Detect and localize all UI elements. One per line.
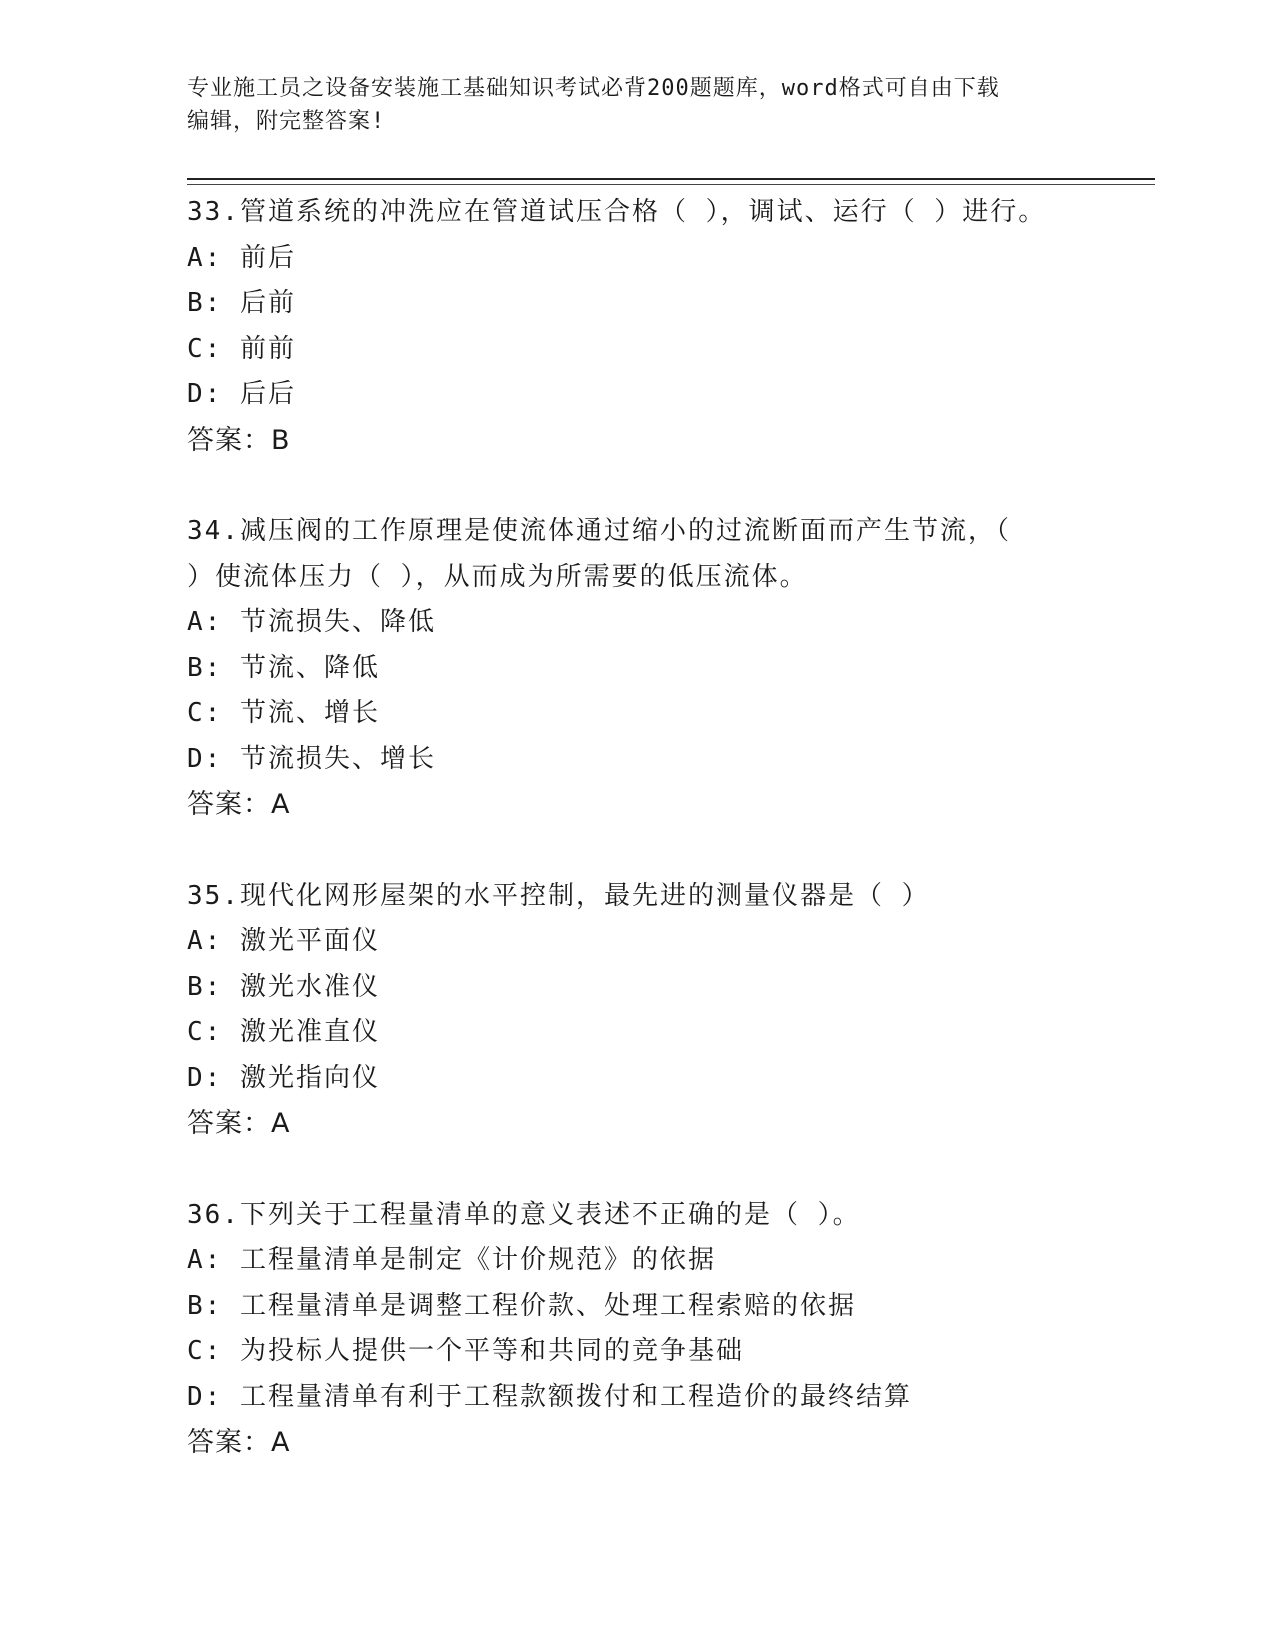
answer: 答案：B	[187, 424, 291, 456]
question-stem: 36.下列关于工程量清单的意义表述不正确的是（ ）。	[187, 1199, 861, 1230]
option-d: D: 激光指向仪	[187, 1062, 380, 1093]
header-line-1: 专业施工员之设备安装施工基础知识考试必背200题题库，word格式可自由下载	[187, 76, 1000, 101]
document-header	[187, 72, 1067, 138]
header-divider-thin	[187, 184, 1155, 185]
option-a: A: 激光平面仪	[187, 926, 380, 956]
option-a: A: 前后	[187, 242, 296, 273]
header-line-2: 编辑，附完整答案!	[187, 109, 386, 134]
question-35	[187, 874, 1147, 1147]
option-d: D: 工程量清单有利于工程款额拨付和工程造价的最终结算	[187, 1381, 912, 1412]
option-b: B: 激光水准仪	[187, 971, 380, 1002]
question-36	[187, 1193, 1147, 1466]
question-stem: 35.现代化网形屋架的水平控制，最先进的测量仪器是（ ）	[187, 880, 930, 911]
option-b: B: 后前	[187, 288, 296, 318]
header-divider-thick	[187, 178, 1155, 180]
question-34	[187, 509, 1147, 828]
option-a: A: 节流损失、降低	[187, 607, 436, 637]
question-stem-continued: ）使流体压力（ ），从而成为所需要的低压流体。	[187, 561, 808, 592]
option-c: C: 激光准直仪	[187, 1017, 380, 1047]
answer: 答案：A	[187, 1108, 291, 1139]
option-d: D: 后后	[187, 379, 296, 409]
option-a: A: 工程量清单是制定《计价规范》的依据	[187, 1245, 716, 1275]
question-list	[187, 190, 1147, 1512]
option-c: C: 前前	[187, 333, 296, 364]
option-b: B: 节流、降低	[187, 652, 380, 683]
answer: 答案：A	[187, 1427, 291, 1458]
option-d: D: 节流损失、增长	[187, 743, 436, 774]
option-c: C: 节流、增长	[187, 698, 380, 728]
question-stem: 34.减压阀的工作原理是使流体通过缩小的过流断面而产生节流，（	[187, 516, 1011, 546]
answer: 答案：A	[187, 789, 291, 820]
option-b: B: 工程量清单是调整工程价款、处理工程索赔的依据	[187, 1290, 856, 1321]
option-c: C: 为投标人提供一个平等和共同的竞争基础	[187, 1336, 744, 1366]
question-33	[187, 190, 1147, 463]
question-stem: 33.管道系统的冲洗应在管道试压合格（ ），调试、运行（ ）进行。	[187, 197, 1047, 227]
